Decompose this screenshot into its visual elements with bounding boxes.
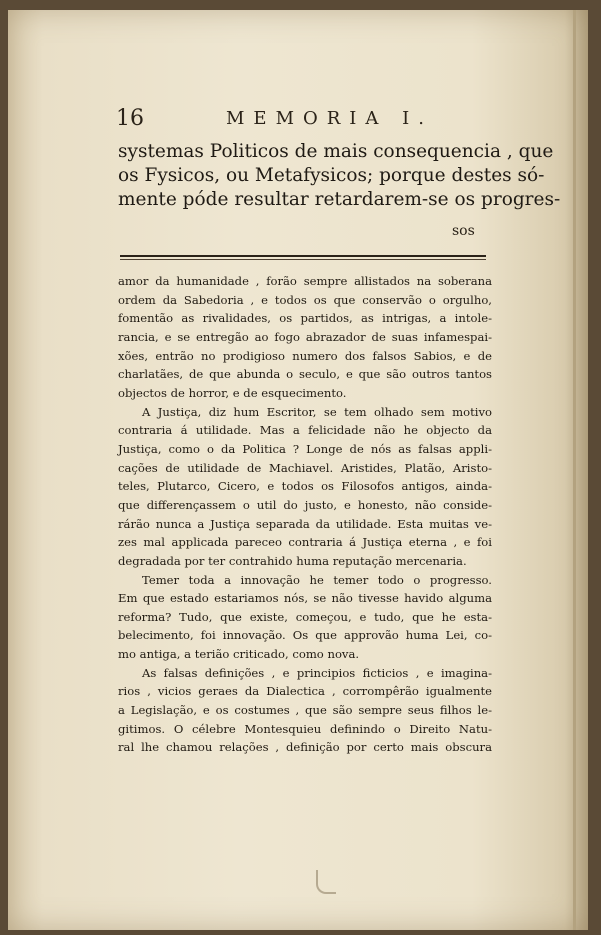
footnote-rule-thin: [120, 259, 486, 260]
text-line: rancia, e se entregão ao fogo abrazador de suas infamespai-: [118, 329, 492, 344]
text-line: ral lhe chamou relações , definição por certo mais obscura: [118, 740, 492, 755]
top-line: systemas Politicos de mais consequencia , que: [118, 141, 554, 162]
text-line: que differençassem o util do justo, e honesto, não conside-: [118, 497, 492, 512]
text-line: rios , vicios geraes da Dialectica , corrompêrão igualmente: [118, 684, 492, 699]
page-number: 16: [116, 106, 144, 131]
text-line: ordem da Sabedoria , e todos os que conservão o orgulho,: [118, 292, 492, 307]
text-line: contraria á utilidade. Mas a felicidade não he objecto da: [118, 423, 492, 438]
text-line: As falsas definições , e principios ficticios , e imagina-: [142, 665, 492, 680]
top-paragraph: [118, 140, 561, 212]
text-line: rárão nunca a Justiça separada da utilidade. Esta muitas ve-: [118, 516, 492, 531]
page-binding-edge: [573, 10, 576, 930]
text-line: gitimos. O célebre Montesquieu definindo o Direito Natu-: [118, 721, 492, 736]
text-line: reforma? Tudo, que existe, começou, e tudo, que he esta-: [118, 609, 492, 624]
text-line: xões, entrão no prodigioso numero dos falsos Sabios, e de: [118, 348, 492, 363]
running-head: MEMORIA I.: [226, 108, 433, 129]
text-line: Temer toda a innovação he temer todo o progresso.: [142, 572, 492, 587]
text-line: cações de utilidade de Machiavel. Aristides, Platão, Aristo-: [118, 460, 492, 475]
text-line: charlatães, de que abunda o seculo, e que são outros tantos: [118, 367, 492, 382]
catchword: sos: [452, 223, 475, 239]
text-line: amor da humanidade , forão sempre allistados na soberana: [118, 274, 492, 288]
text-line: Em que estado estariamos nós, se não tivesse havido alguma: [118, 591, 492, 606]
paper-stain-mark: [316, 870, 336, 894]
text-line: A Justiça, diz hum Escritor, se tem olhado sem motivo: [142, 404, 492, 419]
footnote-rule: [120, 255, 486, 257]
book-page: [8, 10, 588, 930]
body-text: [118, 272, 492, 757]
text-line: mo antiga, a terião criticado, como nova.: [118, 647, 360, 662]
text-line: degradada por ter contrahido huma reputação mercenaria.: [118, 553, 467, 568]
top-line: mente póde resultar retardarem-se os progres-: [118, 189, 561, 210]
text-line: Justiça, como o da Politica ? Longe de nós as falsas appli-: [118, 441, 492, 456]
top-line: os Fysicos, ou Metafysicos; porque destes só-: [118, 165, 545, 186]
text-line: belecimento, foi innovação. Os que approvão huma Lei, co-: [118, 628, 492, 643]
text-line: a Legislação, e os costumes , que são sempre seus filhos le-: [118, 703, 492, 718]
text-line: teles, Plutarco, Cicero, e todos os Filosofos antigos, ainda-: [118, 479, 492, 494]
text-line: zes mal applicada pareceo contraria á Justiça eterna , e foi: [118, 535, 492, 550]
text-line: fomentão as rivalidades, os partidos, as intrigas, a intole-: [118, 311, 492, 326]
text-line: objectos de horror, e de esquecimento.: [118, 385, 347, 400]
